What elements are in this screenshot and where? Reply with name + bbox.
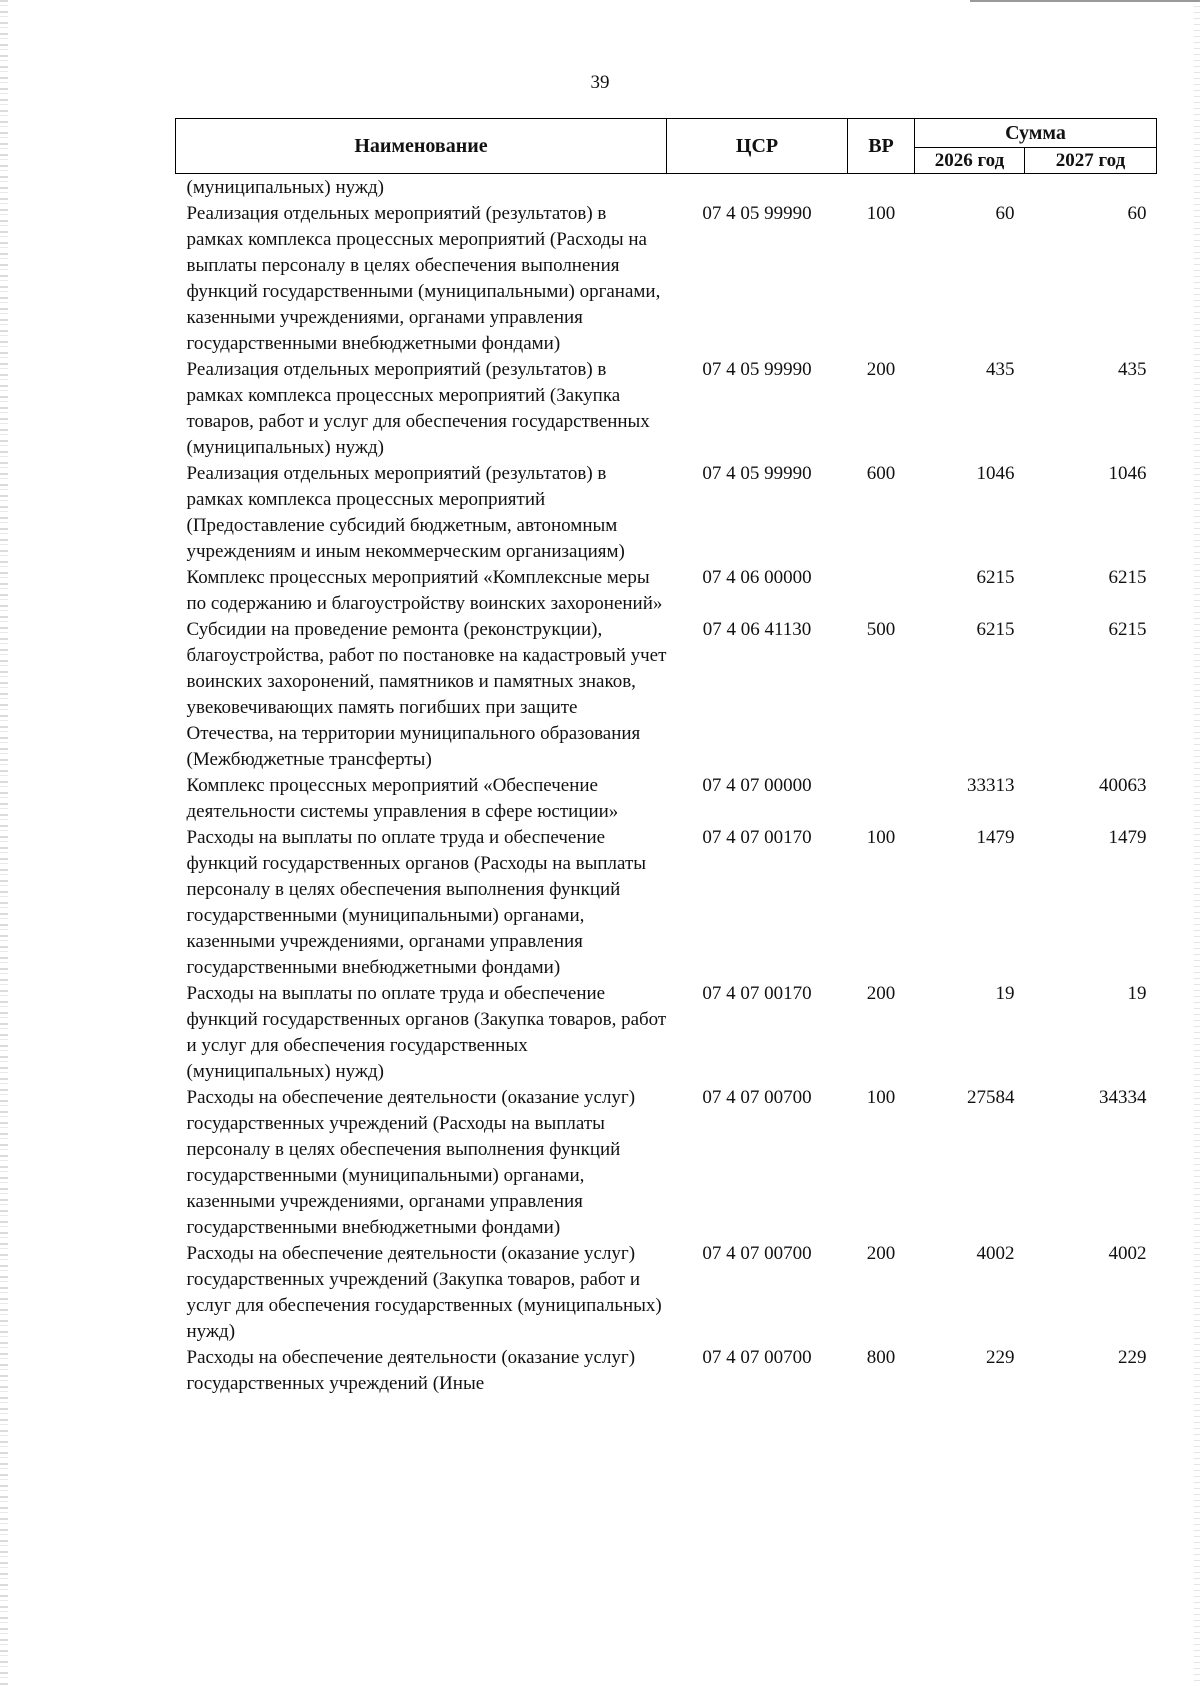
header-year-2026: 2026 год <box>915 148 1025 174</box>
row-sum-2027: 19 <box>1127 983 1147 1004</box>
row-name: (муниципальных) нужд) <box>186 177 384 198</box>
row-sum-2027: 435 <box>1118 359 1147 380</box>
row-sum-2026: 6215 <box>976 619 1015 640</box>
row-sum-2026: 27584 <box>967 1087 1015 1108</box>
row-vr: 100 <box>866 827 896 848</box>
row-name: Расходы на выплаты по оплате труда и обеспечение функций государственных органов (Расходы на выплаты персоналу в целях обеспечения выполнения функций государственными (муниципальными) органами, казенными учреждениями, органами управления государственными внебюджетными фондами) <box>186 827 647 978</box>
table-row <box>176 1241 1157 1345</box>
row-csr: 07 4 07 00000 <box>702 775 812 796</box>
table-row <box>176 565 1157 617</box>
row-csr: 07 4 06 00000 <box>702 567 812 588</box>
row-sum-2027 <box>1025 174 1157 202</box>
table-row <box>176 174 1157 202</box>
budget-table <box>175 118 1157 1397</box>
row-sum-2027: 229 <box>1118 1347 1147 1368</box>
row-name: Расходы на обеспечение деятельности (оказание услуг) государственных учреждений (Закупка товаров, работ и услуг для обеспечения государственных (муниципальных) нужд) <box>186 1243 662 1342</box>
row-csr: 07 4 07 00170 <box>702 827 812 848</box>
row-sum-2027: 60 <box>1127 203 1147 224</box>
row-name: Реализация отдельных мероприятий (результатов) в рамках комплекса процессных мероприятий (Расходы на выплаты персоналу в целях обеспечения выполнения функций государственными (муниципальными) органами, казенными учреждениями, органами управления государственными внебюджетными фондами) <box>186 203 661 354</box>
row-vr: 800 <box>866 1347 896 1368</box>
row-vr <box>848 565 915 617</box>
row-vr <box>848 773 915 825</box>
row-vr: 200 <box>866 1243 896 1264</box>
row-sum-2026: 60 <box>995 203 1015 224</box>
header-sum: Сумма <box>915 119 1157 148</box>
table-row <box>176 201 1157 357</box>
row-sum-2027: 4002 <box>1108 1243 1147 1264</box>
row-vr <box>848 174 915 202</box>
row-vr: 500 <box>866 619 896 640</box>
row-csr: 07 4 05 99990 <box>702 463 812 484</box>
row-csr: 07 4 05 99990 <box>702 203 812 224</box>
header-year-2027: 2027 год <box>1025 148 1157 174</box>
header-csr: ЦСР <box>667 119 848 174</box>
page-number: 39 <box>590 72 610 93</box>
row-name: Комплекс процессных мероприятий «Обеспечение деятельности системы управления в сфере юстиции» <box>186 775 619 822</box>
table-body <box>176 174 1157 1398</box>
scan-left-edge <box>0 0 8 1686</box>
row-sum-2027: 34334 <box>1099 1087 1147 1108</box>
row-sum-2027: 1046 <box>1108 463 1147 484</box>
row-name: Комплекс процессных мероприятий «Комплексные меры по содержанию и благоустройству воинских захоронений» <box>186 567 663 614</box>
row-vr: 200 <box>866 983 896 1004</box>
row-csr <box>667 174 848 202</box>
row-csr: 07 4 07 00700 <box>702 1243 812 1264</box>
header-name: Наименование <box>176 119 667 174</box>
row-sum-2026: 4002 <box>976 1243 1015 1264</box>
row-csr: 07 4 06 41130 <box>702 619 812 640</box>
row-sum-2027: 40063 <box>1099 775 1147 796</box>
row-sum-2026: 6215 <box>976 567 1015 588</box>
table-row <box>176 1085 1157 1241</box>
table-row <box>176 357 1157 461</box>
row-vr: 200 <box>866 359 896 380</box>
row-name: Реализация отдельных мероприятий (результатов) в рамках комплекса процессных мероприятий (Закупка товаров, работ и услуг для обеспечения государственных (муниципальных) нужд) <box>186 359 650 458</box>
table-row <box>176 773 1157 825</box>
row-csr: 07 4 07 00170 <box>702 983 812 1004</box>
table-row <box>176 981 1157 1085</box>
row-sum-2027: 6215 <box>1108 567 1147 588</box>
row-sum-2026: 229 <box>986 1347 1015 1368</box>
table-header <box>176 119 1157 174</box>
row-name: Расходы на обеспечение деятельности (оказание услуг) государственных учреждений (Иные <box>186 1347 636 1394</box>
header-vr: ВР <box>848 119 915 174</box>
row-csr: 07 4 07 00700 <box>702 1347 812 1368</box>
row-sum-2026: 19 <box>995 983 1015 1004</box>
row-vr: 100 <box>866 1087 896 1108</box>
row-csr: 07 4 05 99990 <box>702 359 812 380</box>
row-sum-2027: 6215 <box>1108 619 1147 640</box>
row-sum-2027: 1479 <box>1108 827 1147 848</box>
row-vr: 100 <box>866 203 896 224</box>
table-row <box>176 461 1157 565</box>
table-row <box>176 825 1157 981</box>
row-name: Субсидии на проведение ремонта (реконструкции), благоустройства, работ по постановке на кадастровый учет воинских захоронений, памятников и памятных знаков, увековечивающих память погибших при защите Отечества, на территории муниципального образования (Межбюджетные трансферты) <box>186 619 667 770</box>
row-sum-2026: 33313 <box>967 775 1015 796</box>
row-name: Реализация отдельных мероприятий (результатов) в рамках комплекса процессных мероприятий (Предоставление субсидий бюджетным, автономным учреждениям и иным некоммерческим организациям) <box>186 463 625 562</box>
table-row <box>176 1345 1157 1397</box>
row-vr: 600 <box>866 463 896 484</box>
row-sum-2026: 1046 <box>976 463 1015 484</box>
row-csr: 07 4 07 00700 <box>702 1087 812 1108</box>
row-sum-2026: 1479 <box>976 827 1015 848</box>
row-sum-2026: 435 <box>986 359 1015 380</box>
scan-top-mark <box>970 0 1200 2</box>
row-name: Расходы на выплаты по оплате труда и обеспечение функций государственных органов (Закупка товаров, работ и услуг для обеспечения государственных (муниципальных) нужд) <box>186 983 667 1082</box>
scan-right-edge <box>1194 0 1200 1686</box>
row-name: Расходы на обеспечение деятельности (оказание услуг) государственных учреждений (Расходы на выплаты персоналу в целях обеспечения выполнения функций государственными (муниципальными) органами, казенными учреждениями, органами управления государственными внебюджетными фондами) <box>186 1087 636 1238</box>
row-sum-2026 <box>915 174 1025 202</box>
table-row <box>176 617 1157 773</box>
